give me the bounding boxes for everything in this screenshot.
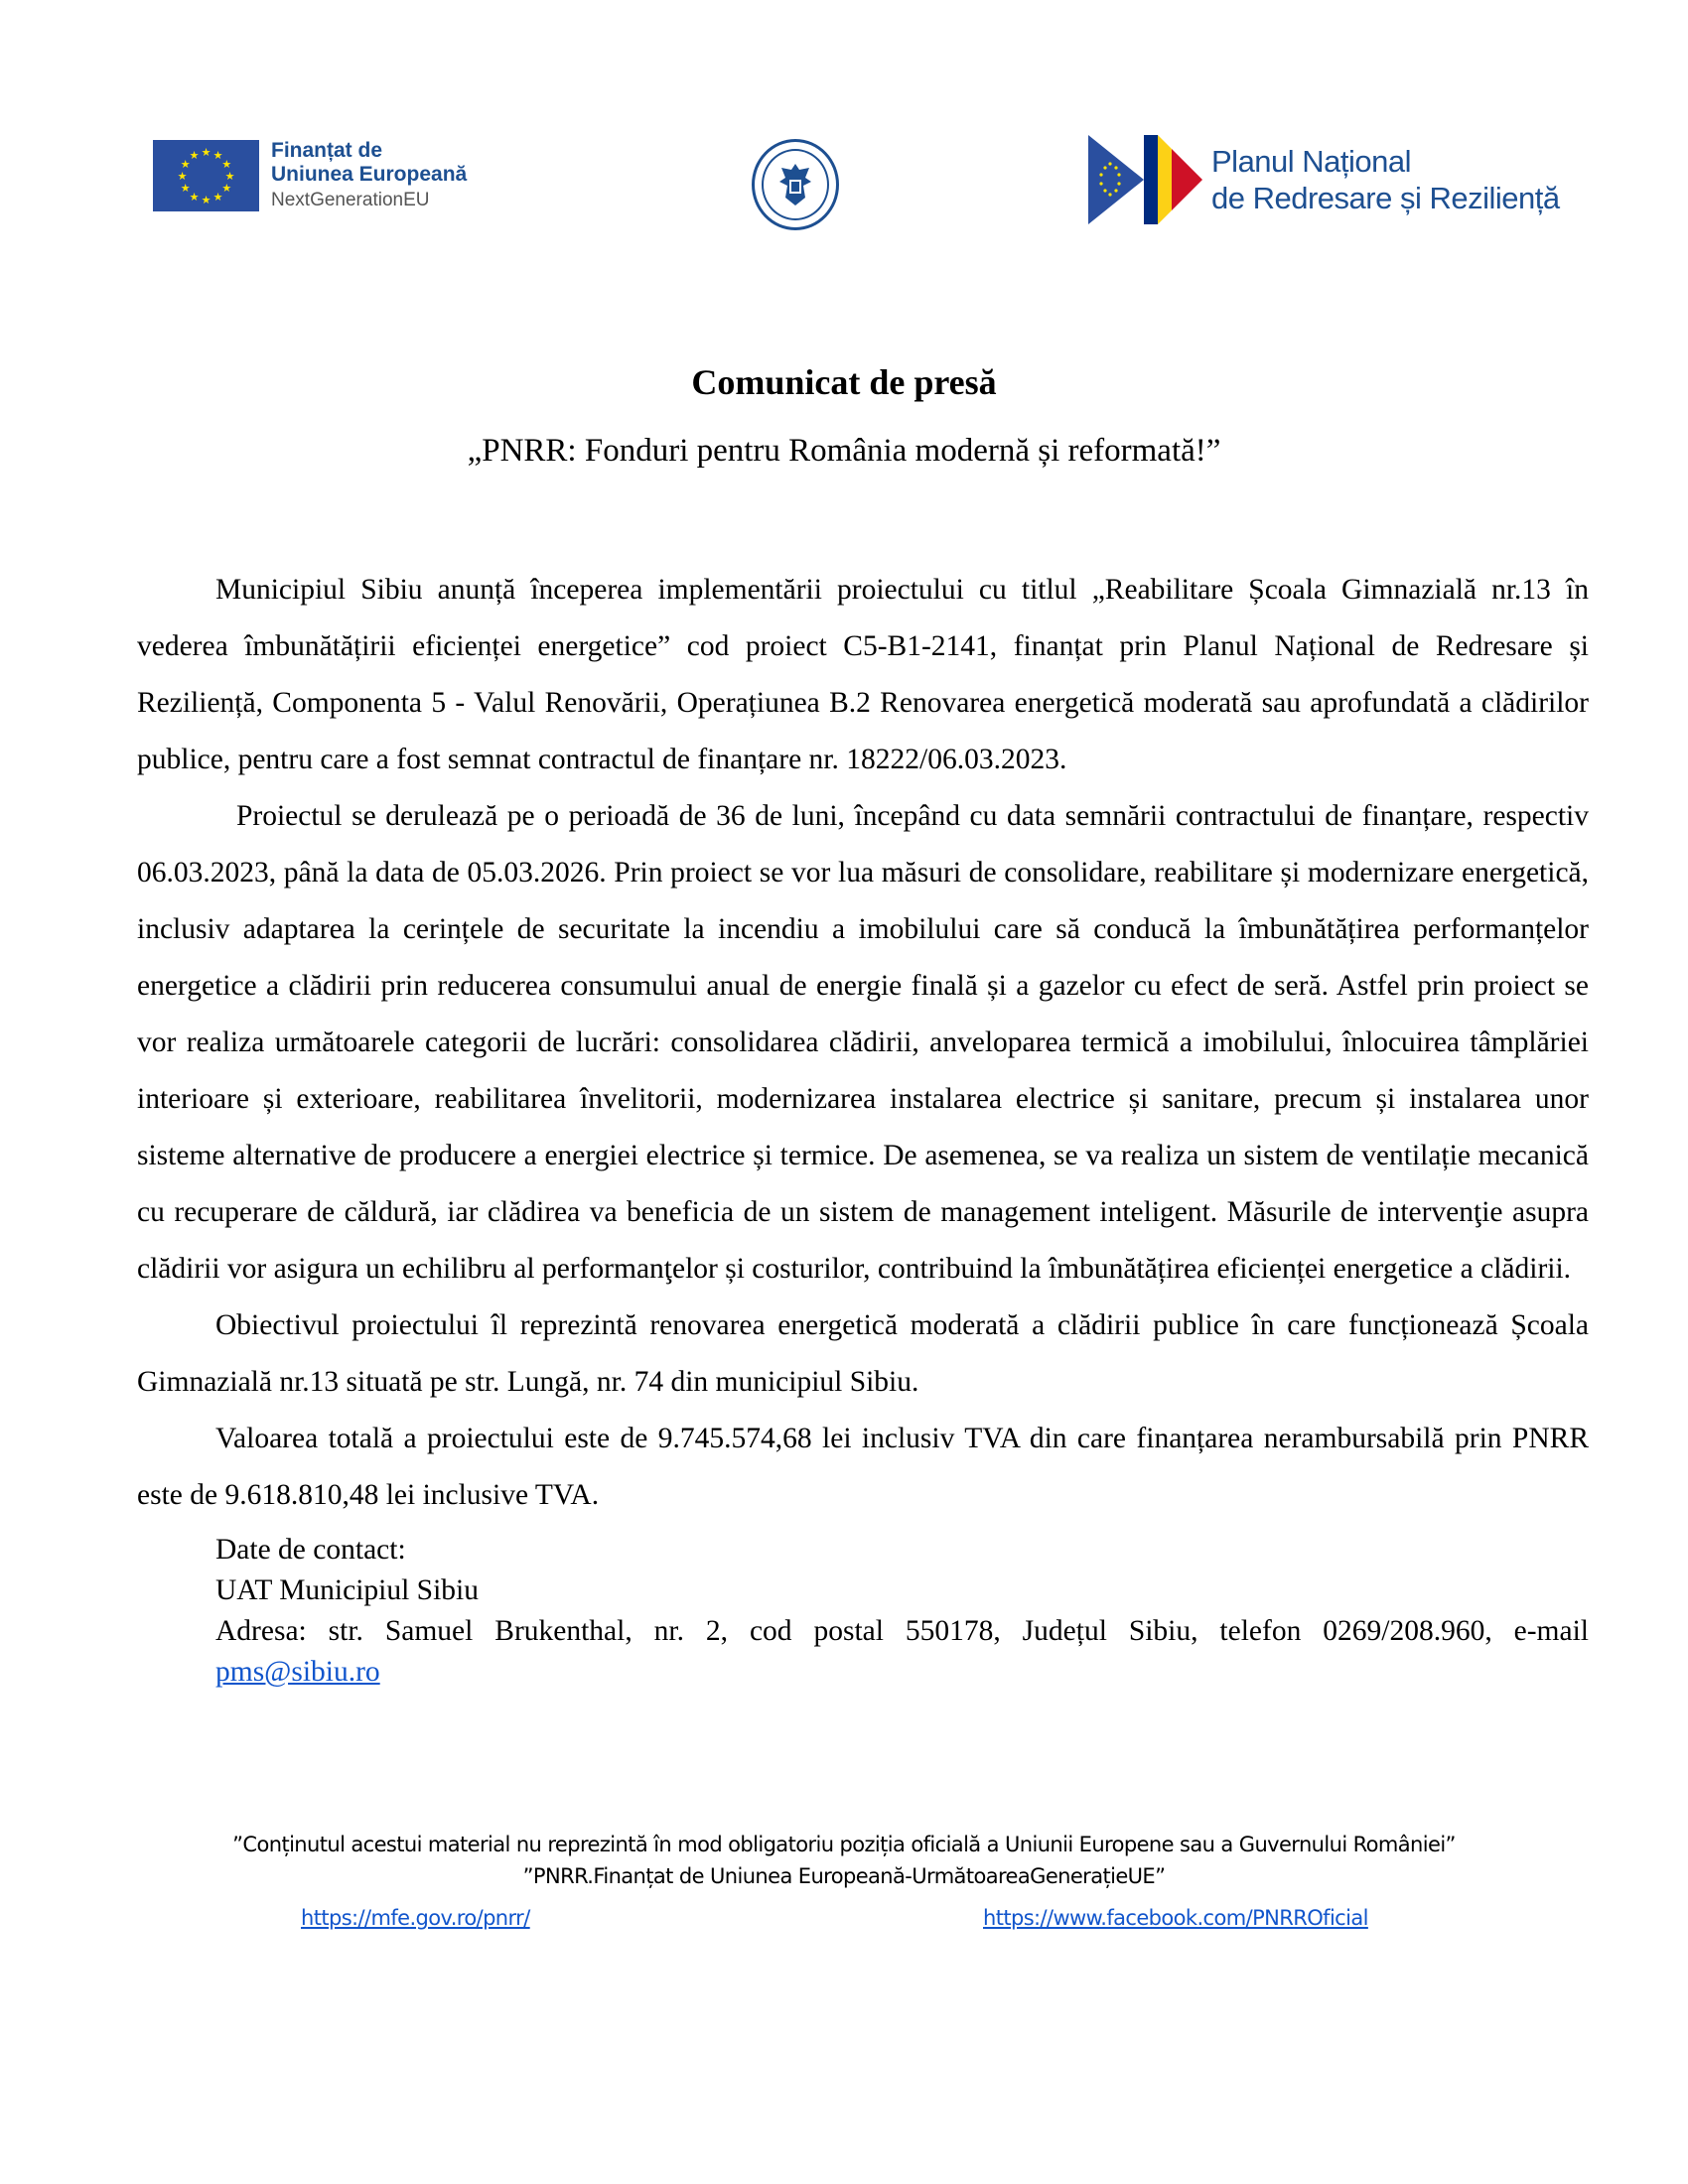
eu-star-icon: ★ [212,149,223,162]
paragraph-project-objective: Obiectivul proiectului îl reprezintă renovarea energetică moderată a clădirii publice în care funcționează Școala Gimnazială nr.13 situată pe str. Lungă, nr. 74 din municipiul Sibiu. [137,1309,1589,1398]
contact-block [215,1530,1589,1693]
document-title: Comunicat de presă [691,362,997,402]
contact-email-link[interactable]: pms@sibiu.ro [215,1656,380,1688]
eu-star-icon: ★ [180,158,191,171]
eu-flag-icon [153,140,259,211]
footer-tagline: ”PNRR.Finanțat de Uniunea Europeană-UrmătoareaGenerațieUE” [522,1864,1166,1888]
footer-link-facebook[interactable]: https://www.facebook.com/PNRROficial [983,1906,1368,1930]
paragraph-project-details: Proiectul se derulează pe o perioadă de 36 de luni, începând cu data semnării contractului de finanțare, respectiv 06.03.2023, până la data de 05.03.2026. Prin proiect se vor lua măsuri de consolidare, reabilitare și modernizare energetică, inclusiv adaptarea la cerințele de securitate la incendiu a imobilului care să conducă la îmbunătățirea performanțelor energetice a clădirii prin reducerea consumului anual de energie finală și a gazelor cu efect de seră. Astfel prin proiect se vor realiza următoarele categorii de lucrări: consolidarea clădirii, anveloparea termică a imobilului, înlocuirea tâmplăriei interioare și exterioare, reabilitarea învelitorii, modernizarea instalarea electrice și sanitare, precum și instalarea unor sisteme alternative de producere a energiei electrice și termice. De asemenea, se va realiza un sistem de ventilație mecanică cu recuperare de căldură, iar clădirea va beneficia de un sistem de management inteligent. Măsurile de intervenţie asupra clădirii vor asigura un echilibru al performanţelor și costurilor, contribuind la îmbunătățirea eficienței energetice a clădirii. [137,800,1589,1285]
contact-organization: UAT Municipiul Sibiu [215,1574,479,1606]
eu-star-icon: ★ [224,170,235,183]
paragraph-project-announcement: Municipiul Sibiu anunță începerea implementării proiectului cu titlul „Reabilitare Școala Gimnazială nr.13 în vederea îmbunătățirii eficienței energetice” cod proiect C5-B1-2141, finanțat prin Planul Național de Redresare și Reziliență, Componenta 5 - Valul Renovării, Operațiunea B.2 Renovarea energetică moderată sau aprofundată a clădirilor publice, pentru care a fost semnat contractul de finanțare nr. 18222/06.03.2023. [137,574,1589,775]
government-seal-logo [752,139,839,230]
pnrr-logo-line2: de Redresare și Reziliență [1211,181,1560,215]
document-subtitle: „PNRR: Fonduri pentru România modernă și reformată!” [467,433,1221,469]
footer [0,1829,1688,1892]
eu-star-icon: ★ [201,146,211,159]
paragraph-project-value: Valoarea totală a proiectului este de 9.745.574,68 lei inclusiv TVA din care finanțarea nerambursabilă prin PNRR este de 9.618.810,48 lei inclusive TVA. [137,1423,1589,1511]
eu-funding-logo [153,139,467,211]
contact-heading: Date de contact: [215,1534,406,1566]
header-logos [0,129,1688,238]
eu-star-icon: ★ [221,182,232,195]
eu-star-icon: ★ [201,194,211,206]
eu-star-icon: ★ [189,191,200,204]
eu-star-icon: ★ [189,149,200,162]
eu-star-icon: ★ [180,182,191,195]
coat-of-arms-icon [762,149,829,220]
pnrr-logo-line1: Planul Național [1211,143,1412,179]
eu-star-icon: ★ [177,170,188,183]
footer-disclaimer: ”Conținutul acestui material nu reprezintă în mod obligatoriu poziția oficială a Uniunii Europene sau a Guvernului României” [232,1833,1456,1856]
eu-logo-line2: Uniunea Europeană [271,163,468,187]
eu-star-icon: ★ [221,158,232,171]
pnrr-logo [1088,135,1560,224]
eu-logo-line3: NextGenerationEU [271,190,430,211]
eu-star-icon: ★ [212,191,223,204]
eu-logo-line1: Finanțat de [271,139,383,162]
footer-link-mfe[interactable]: https://mfe.gov.ro/pnrr/ [301,1906,530,1930]
pnrr-flag-arrows-icon [1088,135,1207,224]
contact-address: Adresa: str. Samuel Brukenthal, nr. 2, cod postal 550178, Județul Sibiu, telefon 0269/208.960, e-mail [215,1615,1589,1647]
document-body [137,562,1589,1693]
